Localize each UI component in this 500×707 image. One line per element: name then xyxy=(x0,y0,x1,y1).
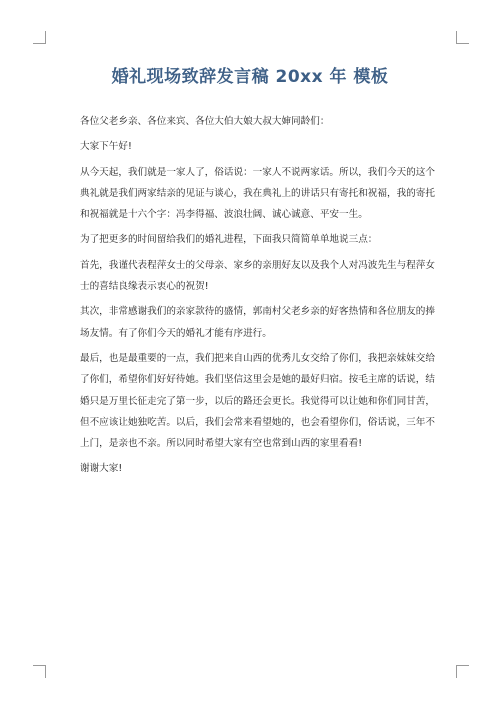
body-paragraph: 其次，非常感谢我们的亲家款待的盛情，郭南村父老乡亲的好客热情和各位朋友的捧场友情。有了你们今天的婚礼才能有序进行。 xyxy=(80,306,435,339)
body-paragraph: 从今天起，我们就是一家人了，俗话说：一家人不说两家话。所以，我们今天的这个典礼就是我们两家结亲的见证与谈心，我在典礼上的讲话只有寄托和祝福，我的寄托和祝福就是十六个字：冯李得福、波浪壮阔、诚心诚意、平安一生。 xyxy=(80,166,435,221)
salutation-paragraph: 各位父老乡亲、各位来宾、各位大伯大娘大叔大婶同龄们： xyxy=(80,116,330,127)
body-paragraph: 为了把更多的时间留给我们的婚礼进程，下面我只简简单单地说三点： xyxy=(80,234,378,246)
body-paragraph: 首先，我谨代表程萍女士的父母亲、家乡的亲朋好友以及我个人对冯波先生与程萍女士的喜结良缘表示衷心的祝贺! xyxy=(80,259,435,293)
document-body xyxy=(80,111,436,484)
greeting-paragraph: 大家下午好! xyxy=(80,141,132,153)
page-corner-mark-bottom-left xyxy=(33,665,46,678)
document-title: 婚礼现场致辞发言稿 20xx 年 模板 xyxy=(111,67,389,87)
page-corner-mark-bottom-right xyxy=(456,665,469,678)
page-corner-mark-top-left xyxy=(33,31,46,44)
page-corner-mark-top-right xyxy=(456,31,469,44)
body-paragraph: 最后，也是最重要的一点，我们把来自山西的优秀儿女交给了你们，我把亲妹妹交给了你们，希望你们好好待她。我们坚信这里会是她的最好归宿。按毛主席的话说，结婚只是万里长征走完了第一步，以后的路还会更长。我觉得可以让她和你们同甘苦，但不应该让她独吃苦。以后，我们会常来看望她的，也会看望你们，俗话说，三年不上门，是亲也不亲。所以同时希望大家有空也常到山西的家里看看! xyxy=(80,352,435,450)
closing-paragraph: 谢谢大家! xyxy=(80,463,123,475)
